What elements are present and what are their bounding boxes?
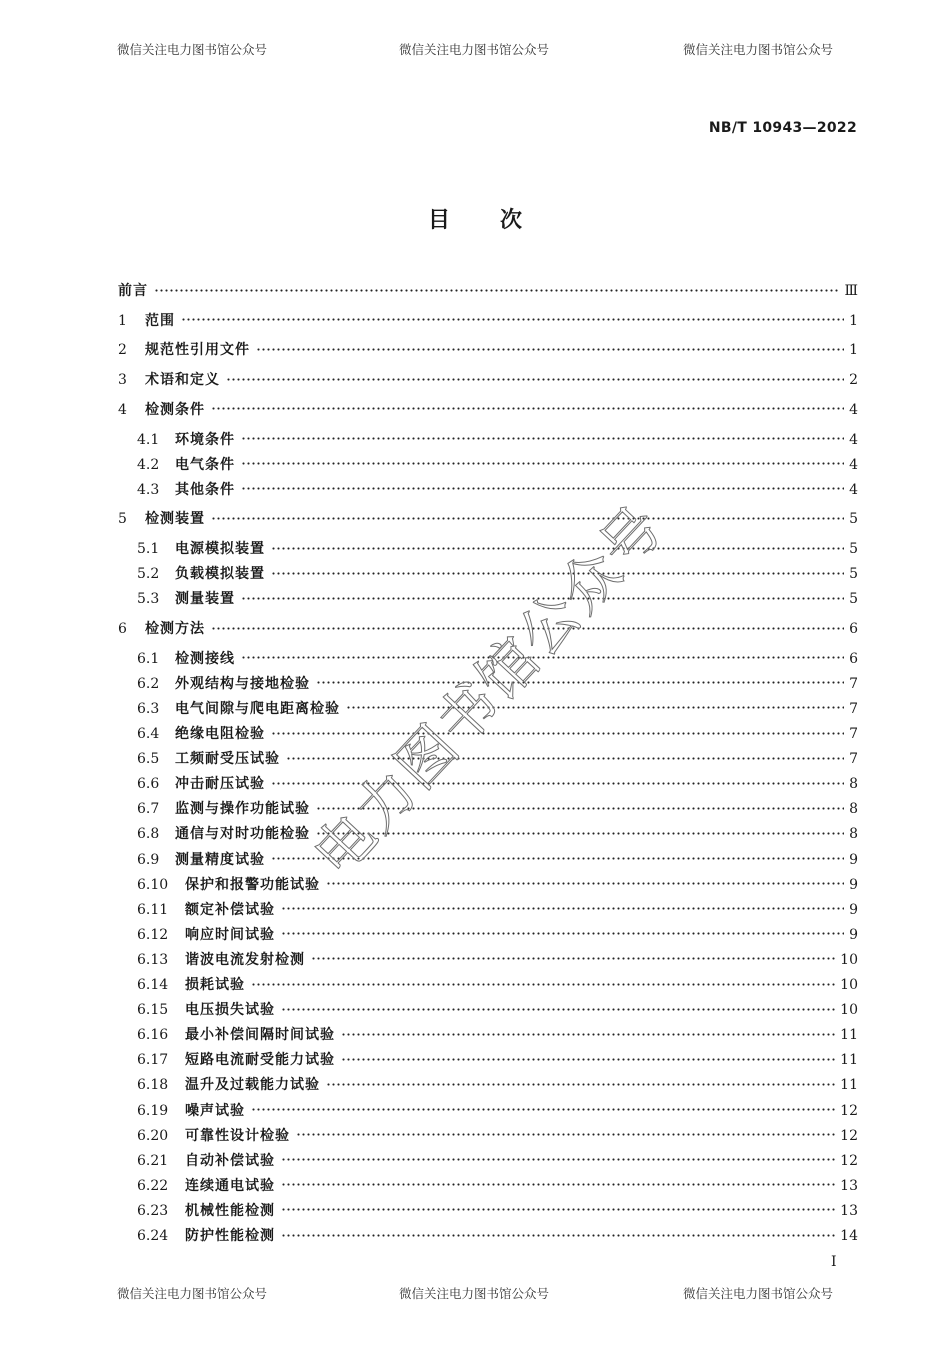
toc-entry[interactable]	[137, 1225, 858, 1249]
toc-entry-number: 6.6	[137, 776, 160, 793]
toc-entry-label: 工频耐受压试验	[175, 751, 280, 768]
toc-entry-page: 12	[840, 1102, 858, 1119]
toc-entry-number: 6.11	[137, 901, 169, 918]
toc-entry-label: 机械性能检测	[185, 1202, 275, 1219]
toc-entry-label: 最小补偿间隔时间试验	[185, 1027, 335, 1044]
toc-entry-page: 14	[840, 1228, 858, 1244]
toc-entry-label: 测量精度试验	[175, 851, 265, 868]
toc-entry-label: 检测条件	[145, 401, 205, 418]
toc-leader-dots	[241, 651, 844, 665]
toc-entry-page: 5	[849, 566, 858, 583]
diagonal-watermark: 电力图书馆公众号	[300, 491, 678, 890]
toc-entry-page: 4	[849, 456, 858, 473]
toc-leader-dots	[251, 977, 836, 991]
toc-entry-page: 12	[840, 1152, 858, 1169]
toc-leader-dots	[181, 313, 844, 327]
toc-leader-dots	[316, 801, 844, 815]
toc-entry[interactable]	[118, 310, 858, 334]
toc-entry-number: 6.20	[137, 1127, 169, 1144]
toc-entry-number: 6.16	[137, 1027, 169, 1044]
toc-entry-label: 连续通电试验	[185, 1177, 275, 1194]
toc-entry-label: 绝缘电阻检验	[175, 726, 265, 742]
toc-entry[interactable]	[137, 849, 858, 873]
toc-entry[interactable]	[137, 1074, 858, 1098]
toc-leader-dots	[271, 726, 844, 740]
toc-entry-number: 6.15	[137, 1002, 169, 1019]
toc-entry-label: 术语和定义	[145, 372, 220, 389]
toc-leader-dots	[281, 1153, 836, 1167]
toc-entry-label: 额定补偿试验	[185, 901, 275, 918]
header-watermark-left: 微信关注电力图书馆公众号	[117, 42, 268, 57]
toc-entry[interactable]	[137, 1049, 858, 1073]
toc-entry-number: 6.13	[137, 951, 169, 968]
toc-entry-number: 6.5	[137, 751, 160, 768]
toc-leader-dots	[211, 621, 844, 635]
toc-entry-page: 9	[849, 926, 858, 943]
toc-entry-label: 检测方法	[145, 621, 205, 637]
toc-entry-label: 其他条件	[175, 481, 235, 498]
toc-entry-number: 6.8	[137, 826, 160, 843]
toc-entry-number: 5.2	[137, 566, 160, 583]
toc-leader-dots	[226, 372, 844, 386]
toc-leader-dots	[241, 591, 844, 605]
toc-leader-dots	[281, 1178, 836, 1192]
toc-entry[interactable]	[137, 1175, 858, 1199]
toc-entry-label: 电压损失试验	[185, 1002, 275, 1019]
toc-entry[interactable]	[137, 899, 858, 923]
toc-entry[interactable]	[137, 588, 858, 612]
toc-entry[interactable]	[137, 723, 858, 747]
toc-entry[interactable]	[137, 823, 858, 847]
toc-entry[interactable]	[137, 479, 858, 503]
toc-leader-dots	[281, 927, 844, 941]
toc-leader-dots	[241, 432, 844, 446]
toc-entry-label: 环境条件	[175, 431, 235, 448]
toc-entry-label: 电气条件	[175, 456, 235, 473]
toc-entry-label: 检测接线	[175, 650, 235, 667]
toc-entry-number: 6.1	[137, 650, 160, 667]
toc-entry[interactable]	[137, 1150, 858, 1174]
toc-entry-label: 规范性引用文件	[145, 342, 250, 359]
toc-entry-label: 温升及过载能力试验	[185, 1077, 320, 1094]
toc-entry-number: 4.1	[137, 431, 160, 448]
toc-entry-page: 7	[849, 726, 858, 742]
toc-leader-dots	[281, 902, 844, 916]
toc-entry[interactable]	[137, 563, 858, 587]
toc-entry-number: 3	[118, 372, 127, 389]
toc-entry-label: 负载模拟装置	[175, 566, 265, 583]
toc-entry-number: 6.21	[137, 1152, 169, 1169]
toc-entry-number: 6.9	[137, 851, 160, 868]
toc-leader-dots	[241, 482, 844, 496]
header-watermark-row	[0, 40, 950, 60]
toc-entry-page: 4	[849, 481, 858, 498]
toc-entry[interactable]	[137, 999, 858, 1023]
toc-leader-dots	[286, 751, 844, 765]
toc-leader-dots	[211, 511, 844, 525]
toc-entry-page: 7	[849, 751, 858, 768]
toc-entry-label: 可靠性设计检验	[185, 1127, 290, 1144]
toc-entry[interactable]	[137, 1125, 858, 1149]
toc-entry-label: 噪声试验	[185, 1102, 245, 1119]
toc-leader-dots	[281, 1228, 836, 1242]
toc-leader-dots	[271, 852, 844, 866]
toc-entry-number: 6.23	[137, 1202, 169, 1219]
toc-entry-page: 4	[849, 401, 858, 418]
toc-entry-page: Ⅲ	[844, 283, 858, 299]
toc-entry-number: 6.14	[137, 977, 169, 993]
toc-entry-number: 2	[118, 342, 127, 359]
toc-leader-dots	[316, 676, 844, 690]
toc-entry-page: 10	[840, 977, 858, 993]
toc-entry[interactable]	[118, 280, 858, 304]
toc-entry-label: 冲击耐压试验	[175, 776, 265, 793]
footer-watermark-right: 微信关注电力图书馆公众号	[683, 1286, 834, 1301]
toc-entry-number: 4	[118, 401, 127, 418]
toc-entry-page: 7	[849, 675, 858, 692]
toc-entry-label: 测量装置	[175, 591, 235, 608]
toc-entry-label: 短路电流耐受能力试验	[185, 1052, 335, 1069]
toc-leader-dots	[346, 701, 844, 715]
toc-entry-number: 5.3	[137, 591, 160, 608]
toc-entry-number: 6.3	[137, 700, 160, 717]
toc-leader-dots	[281, 1002, 836, 1016]
toc-leader-dots	[271, 541, 844, 555]
toc-entry-label: 响应时间试验	[185, 926, 275, 943]
toc-entry-page: 6	[849, 650, 858, 667]
toc-leader-dots	[211, 402, 844, 416]
toc-entry-page: 5	[849, 591, 858, 608]
toc-leader-dots	[316, 826, 844, 840]
toc-leader-dots	[251, 1103, 836, 1117]
header-watermark-right: 微信关注电力图书馆公众号	[683, 42, 834, 57]
toc-entry-label: 自动补偿试验	[185, 1152, 275, 1169]
toc-leader-dots	[256, 342, 844, 356]
toc-entry-number: 1	[118, 312, 127, 329]
toc-leader-dots	[341, 1027, 836, 1041]
toc-leader-dots	[296, 1128, 836, 1142]
toc-entry-page: 13	[840, 1202, 858, 1219]
toc-entry[interactable]	[137, 874, 858, 898]
toc-entry-page: 2	[849, 372, 858, 389]
toc-entry-page: 13	[840, 1177, 858, 1194]
toc-leader-dots	[311, 952, 836, 966]
toc-entry[interactable]	[118, 399, 858, 423]
toc-entry-page: 9	[849, 851, 858, 868]
toc-entry-number: 4.3	[137, 481, 160, 498]
toc-entry-number: 6.18	[137, 1077, 169, 1094]
toc-entry-label: 监测与操作功能试验	[175, 801, 310, 818]
toc-entry-label: 电气间隙与爬电距离检验	[175, 700, 340, 717]
toc-entry-number: 6.12	[137, 926, 169, 943]
toc-entry[interactable]	[137, 1200, 858, 1224]
toc-leader-dots	[241, 457, 844, 471]
toc-entry[interactable]	[137, 974, 858, 998]
toc-entry-page: 12	[840, 1127, 858, 1144]
toc-entry[interactable]	[137, 673, 858, 697]
toc-entry-page: 8	[849, 801, 858, 818]
toc-entry-page: 10	[840, 1002, 858, 1019]
toc-entry[interactable]	[137, 538, 858, 562]
toc-entry-label: 通信与对时功能检验	[175, 826, 310, 843]
toc-leader-dots	[271, 566, 844, 580]
toc-leader-dots	[281, 1203, 836, 1217]
toc-entry-page: 5	[849, 541, 858, 558]
toc-entry-page: 8	[849, 826, 858, 843]
toc-entry[interactable]	[137, 1024, 858, 1048]
page-title: 目次	[427, 208, 572, 233]
header-watermark-center: 微信关注电力图书馆公众号	[399, 42, 550, 57]
toc-entry[interactable]	[118, 618, 858, 642]
toc-entry-label: 前言	[118, 283, 148, 299]
toc-entry-label: 外观结构与接地检验	[175, 675, 310, 692]
toc-entry-number: 6.7	[137, 801, 160, 818]
toc-leader-dots	[326, 877, 844, 891]
toc-entry-number: 5.1	[137, 541, 160, 558]
toc-entry-page: 5	[849, 511, 858, 528]
toc-entry-number: 6.2	[137, 675, 160, 692]
toc-entry-number: 6.4	[137, 726, 160, 742]
toc-entry-page: 11	[840, 1077, 858, 1094]
toc-entry[interactable]	[118, 369, 858, 393]
toc-entry-page: 9	[849, 876, 858, 893]
toc-entry-page: 8	[849, 776, 858, 793]
toc-entry[interactable]	[137, 648, 858, 672]
toc-entry-page: 4	[849, 431, 858, 448]
toc-entry-page: 7	[849, 700, 858, 717]
footer-watermark-center: 微信关注电力图书馆公众号	[399, 1286, 550, 1301]
toc-entry-number: 6.24	[137, 1228, 169, 1244]
toc-entry-page: 1	[849, 312, 858, 329]
toc-entry-label: 防护性能检测	[185, 1228, 275, 1244]
toc-entry-number: 6	[118, 621, 127, 637]
toc-leader-dots	[154, 283, 840, 297]
toc-entry-number: 6.22	[137, 1177, 169, 1194]
toc-entry[interactable]	[137, 748, 858, 772]
toc-entry-label: 范围	[145, 312, 175, 329]
footer-watermark-row	[0, 1284, 950, 1304]
toc-leader-dots	[326, 1077, 836, 1091]
toc-entry-number: 6.10	[137, 876, 169, 893]
toc-entry-number: 5	[118, 511, 127, 528]
toc-entry[interactable]	[137, 798, 858, 822]
toc-entry[interactable]	[137, 454, 858, 478]
toc-entry[interactable]	[137, 429, 858, 453]
toc-entry[interactable]	[137, 924, 858, 948]
toc-entry-page: 11	[840, 1052, 858, 1069]
toc-entry-label: 电源模拟装置	[175, 541, 265, 558]
toc-entry-number: 6.19	[137, 1102, 169, 1119]
footer-watermark-left: 微信关注电力图书馆公众号	[117, 1286, 268, 1301]
page-number: I	[831, 1254, 837, 1270]
toc-entry-page: 6	[849, 621, 858, 637]
toc-leader-dots	[271, 776, 844, 790]
toc-entry-page: 10	[840, 951, 858, 968]
toc-entry-label: 谐波电流发射检测	[185, 951, 305, 968]
toc-entry-label: 保护和报警功能试验	[185, 876, 320, 893]
toc-entry-number: 6.17	[137, 1052, 169, 1069]
toc-leader-dots	[341, 1052, 836, 1066]
toc-entry-label: 检测装置	[145, 511, 205, 528]
toc-entry[interactable]	[137, 773, 858, 797]
toc-entry-page: 11	[840, 1027, 858, 1044]
toc-entry-number: 4.2	[137, 456, 160, 473]
toc-entry-page: 9	[849, 901, 858, 918]
toc-entry[interactable]	[118, 339, 858, 363]
toc-entry[interactable]	[137, 698, 858, 722]
standard-number: NB/T 10943—2022	[708, 120, 857, 136]
toc-entry[interactable]	[137, 1100, 858, 1124]
toc-entry-page: 1	[849, 342, 858, 359]
toc-entry[interactable]	[118, 508, 858, 532]
toc-entry-label: 损耗试验	[185, 977, 245, 993]
toc-entry[interactable]	[137, 949, 858, 973]
